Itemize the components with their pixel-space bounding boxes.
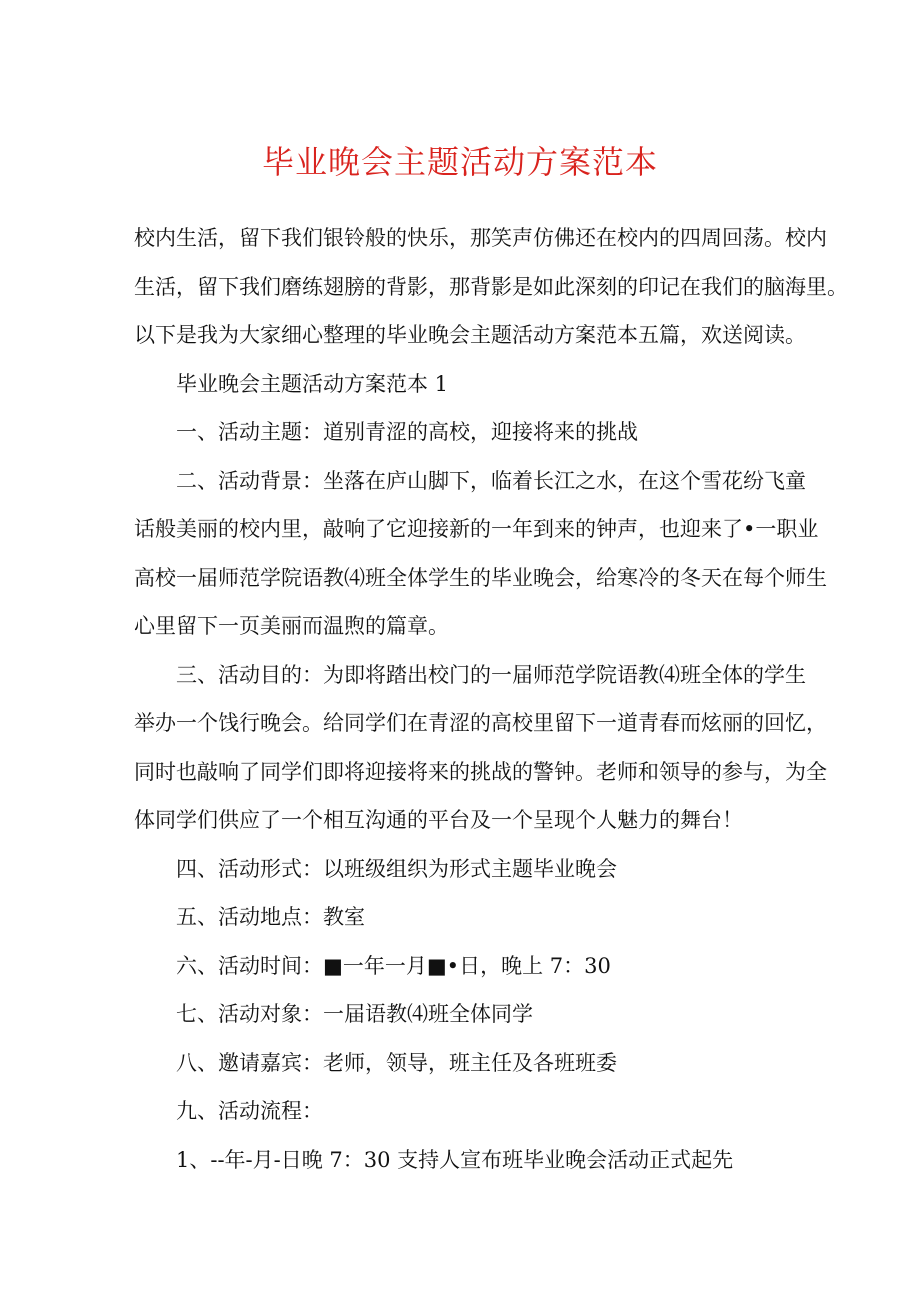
intro-paragraph: [134, 214, 848, 360]
item-guests: 八、邀请嘉宾：老师，领导，班主任及各班班委: [176, 1050, 617, 1075]
item-audience: 七、活动对象：一届语教⑷班全体同学: [176, 1002, 533, 1026]
item-background: [134, 457, 827, 651]
background-line: 话般美丽的校内里，敲响了它迎接新的一年到来的钟声，也迎来了•一职业: [134, 517, 819, 541]
background-line: 心里留下一页美丽而温煦的篇章。: [134, 614, 449, 638]
background-line: 高校一届师范学院语教⑷班全体学生的毕业晚会，给寒冷的冬天在每个师生: [134, 565, 827, 590]
item-theme: 一、活动主题：道别青涩的高校，迎接将来的挑战: [176, 420, 638, 444]
document-body: [134, 214, 848, 1184]
purpose-line: 举办一个饯行晚会。给同学们在青涩的高校里留下一道青春而炫丽的回忆，: [134, 711, 827, 735]
background-line: 二、活动背景：坐落在庐山脚下，临着长江之水，在这个雪花纷飞童: [176, 468, 806, 493]
item-time: 六、活动时间：■一年一月■•日，晚上 7：30: [176, 953, 611, 978]
document-title: 毕业晚会主题活动方案范本: [261, 143, 658, 181]
item-flow: 九、活动流程：: [176, 1099, 323, 1123]
item-form: 四、活动形式：以班级组织为形式主题毕业晚会: [176, 856, 617, 881]
intro-line: 以下是我为大家细心整理的毕业晚会主题活动方案范本五篇，欢送阅读。: [134, 323, 806, 347]
purpose-line: 三、活动目的：为即将踏出校门的一届师范学院语教⑷班全体的学生: [176, 662, 806, 687]
item-purpose: [134, 651, 827, 845]
intro-line: 校内生活，留下我们银铃般的快乐，那笑声仿佛还在校内的四周回荡。校内: [134, 226, 827, 250]
intro-line: 生活，留下我们磨练翅膀的背影，那背影是如此深刻的印记在我们的脑海里。: [134, 274, 848, 299]
item-location: 五、活动地点：教室: [176, 905, 365, 929]
purpose-line: 体同学们供应了一个相互沟通的平台及一个呈现个人魅力的舞台！: [134, 808, 743, 832]
flow-step-1: 1、--年-月-日晚 7：30 支持人宣布班毕业晚会活动正式起先: [176, 1147, 734, 1172]
section-heading: 毕业晚会主题活动方案范本 1: [176, 371, 449, 396]
purpose-line: 同时也敲响了同学们即将迎接将来的挑战的警钟。老师和领导的参与，为全: [134, 759, 827, 784]
